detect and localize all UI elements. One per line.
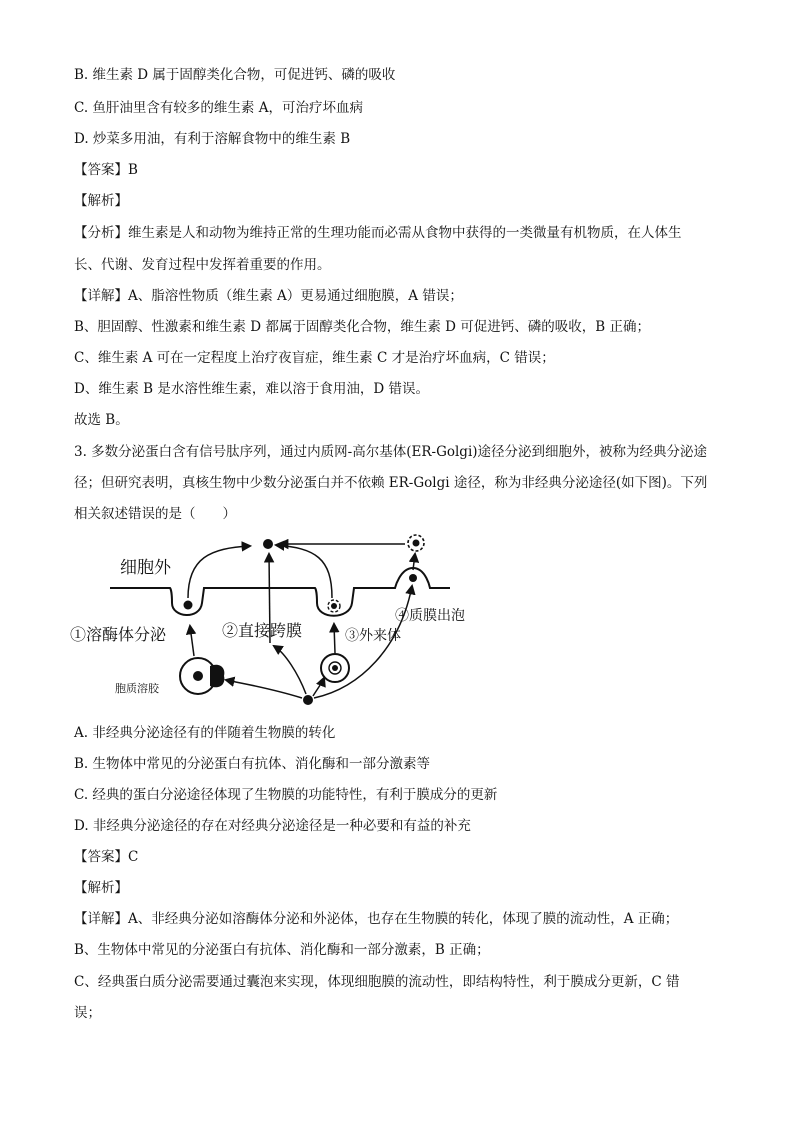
lysosome-protein <box>193 671 203 681</box>
exosome-release-core <box>331 603 337 609</box>
q2-option-c: C. 鱼肝油里含有较多的维生素 A，可治疗坏血病 <box>74 100 363 116</box>
label-cytosol: 胞质溶胶 <box>115 682 159 695</box>
q2-answer: 【答案】B <box>74 162 138 178</box>
bleb-vesicle-core <box>413 540 420 547</box>
label-bleb: ④质膜出泡 <box>395 608 465 624</box>
q2-conclusion: 故选 B。 <box>74 412 129 428</box>
arrow-lysosome-up <box>190 626 194 656</box>
arrow-lysosome-out <box>188 546 250 598</box>
lysosome-fusion-protein <box>184 601 193 610</box>
label-direct: ②直接跨膜 <box>222 621 303 640</box>
arrow-mvb-up <box>334 624 335 653</box>
arrow-to-mvb <box>313 678 324 696</box>
secreted-protein-dot <box>263 539 273 549</box>
label-outside: 细胞外 <box>120 558 171 578</box>
q3-detail-line-2: B、生物体中常见的分泌蛋白有抗体、消化酶和一部分激素，B 正确； <box>74 942 490 958</box>
q2-fenxi-line-2: 长、代谢、发育过程中发挥着重要的作用。 <box>74 257 331 273</box>
arrow-to-lysosome <box>226 680 302 698</box>
q3-answer: 【答案】C <box>74 849 139 865</box>
q3-stem-line-1: 3. 多数分泌蛋白含有信号肽序列，通过内质网-高尔基体(ER-Golgi)途径分泌到细胞外，被称为经典分泌途 <box>74 444 708 460</box>
q3-detail-line-1: 【详解】A、非经典分泌如溶酶体分泌和外泌体，也存在生物膜的转化，体现了膜的流动性，A 正确； <box>74 911 679 927</box>
q2-detail-line-4: D、维生素 B 是水溶性维生素，难以溶于食用油，D 错误。 <box>74 381 429 397</box>
q2-detail-line-3: C、维生素 A 可在一定程度上治疗夜盲症，维生素 C 才是治疗坏血病，C 错误； <box>74 350 555 366</box>
cytosolic-protein <box>303 695 313 705</box>
lysosome-transporter <box>210 665 224 688</box>
q3-analysis-heading: 【解析】 <box>74 880 128 896</box>
label-exosome: ③外来体 <box>345 628 401 644</box>
q2-fenxi-line-1: 【分析】维生素是人和动物为维持正常的生理功能而必需从食物中获得的一类微量有机物质，在人体生 <box>74 225 682 241</box>
q3-option-c: C. 经典的蛋白分泌途径体现了生物膜的功能特性，有利于膜成分的更新 <box>74 787 498 803</box>
arrow-to-direct <box>274 646 306 694</box>
label-lysosome: ①溶酶体分泌 <box>70 625 167 644</box>
q3-detail-line-3: C、经典蛋白质分泌需要通过囊泡来实现，体现细胞膜的流动性，即结构特性，利于膜成分更新，C 错 <box>74 974 680 990</box>
q3-stem-line-3: 相关叙述错误的是（ ） <box>74 506 236 522</box>
q3-detail-line-4: 误； <box>74 1005 101 1021</box>
q2-detail-line-2: B、胆固醇、性激素和维生素 D 都属于固醇类化合物，维生素 D 可促进钙、磷的吸收，B 正确； <box>74 319 650 335</box>
q2-analysis-heading: 【解析】 <box>74 193 128 209</box>
secretion-pathway-diagram <box>70 528 465 713</box>
q3-option-b: B. 生物体中常见的分泌蛋白有抗体、消化酶和一部分激素等 <box>74 756 431 772</box>
q2-option-b: B. 维生素 D 属于固醇类化合物，可促进钙、磷的吸收 <box>74 67 396 83</box>
bleb-bud-protein <box>409 574 417 582</box>
q3-option-d: D. 非经典分泌途径的存在对经典分泌途径是一种必要和有益的补充 <box>74 818 471 834</box>
arrow-exosome-out <box>276 545 332 598</box>
q3-stem-line-2: 径；但研究表明，真核生物中少数分泌蛋白并不依赖 ER-Golgi 途径，称为非经典分泌途径(如下图)。下列 <box>74 475 708 491</box>
q3-option-a: A. 非经典分泌途径有的伴随着生物膜的转化 <box>74 725 336 741</box>
q2-option-d: D. 炒菜多用油，有利于溶解食物中的维生素 B <box>74 131 351 147</box>
multivesicular-core <box>332 665 338 671</box>
q2-detail-line-1: 【详解】A、脂溶性物质（维生素 A）更易通过细胞膜，A 错误； <box>74 288 463 304</box>
